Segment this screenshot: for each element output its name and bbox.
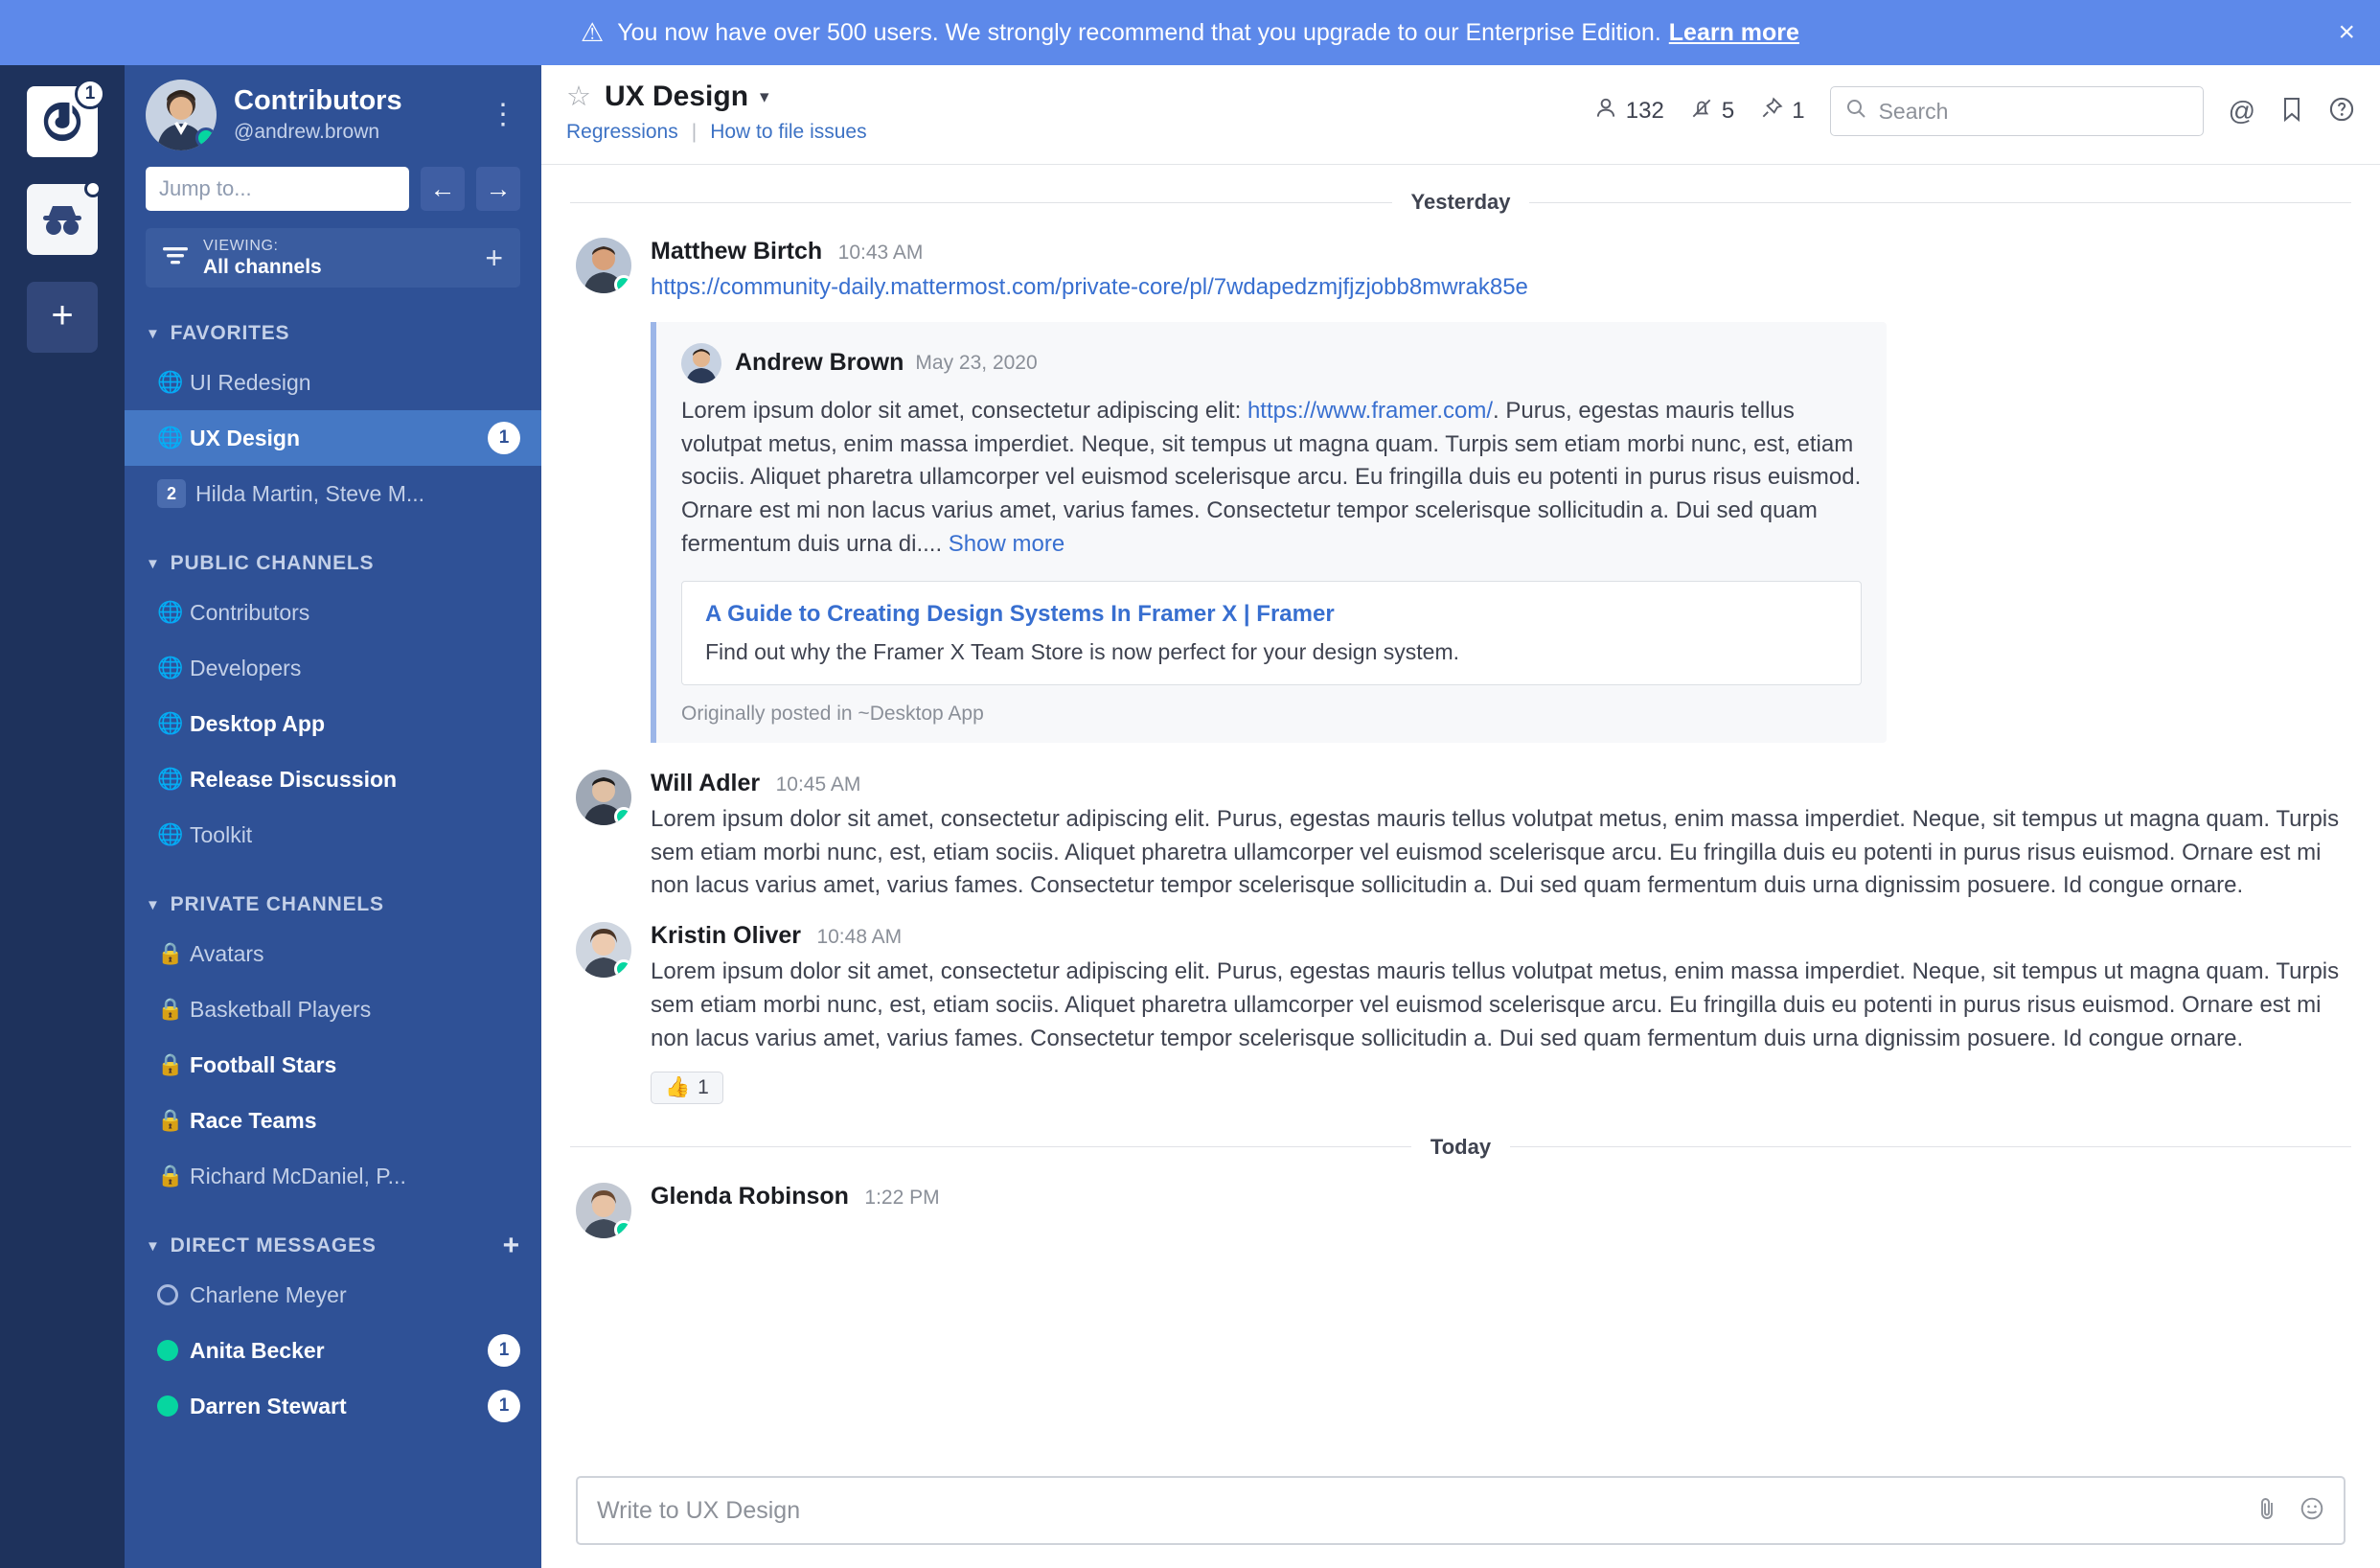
message-author[interactable]: Glenda Robinson xyxy=(651,1182,849,1210)
category-direct-messages[interactable] xyxy=(125,1225,541,1267)
message-post xyxy=(541,1169,2380,1244)
search-placeholder: Search xyxy=(1878,98,1949,124)
day-label: Today xyxy=(1430,1134,1492,1159)
framer-link[interactable]: https://www.framer.com/ xyxy=(1247,397,1494,424)
channel-label: Football Stars xyxy=(190,1051,337,1077)
chevron-down-icon: ▼ xyxy=(146,325,161,342)
channel-label: Desktop App xyxy=(190,710,325,736)
sidebar-item-anita-becker[interactable] xyxy=(125,1323,541,1378)
status-offline-icon xyxy=(157,1284,178,1305)
quoted-text-before: Lorem ipsum dolor sit amet, consectetur adipiscing elit: xyxy=(681,397,1247,424)
channel-label: Avatars xyxy=(190,940,264,966)
quoted-date: May 23, 2020 xyxy=(915,351,1038,374)
add-team-button[interactable]: + xyxy=(27,282,98,353)
status-online-icon xyxy=(195,127,217,149)
bookmark-icon[interactable] xyxy=(2280,96,2303,127)
channel-title-row[interactable] xyxy=(566,81,867,113)
search-input[interactable] xyxy=(1830,86,2204,136)
globe-icon: 🌐 xyxy=(157,711,184,735)
learn-more-link[interactable]: Learn more xyxy=(1668,18,1799,46)
channel-label: Anita Becker xyxy=(190,1337,325,1363)
sidebar-item-toolkit[interactable] xyxy=(125,807,541,863)
team-unread-dot xyxy=(84,180,102,197)
pinned-count[interactable] xyxy=(1759,96,1804,127)
quoted-origin: Originally posted in ~Desktop App xyxy=(681,702,984,725)
sidebar-item-developers[interactable] xyxy=(125,640,541,696)
reaction-badge[interactable] xyxy=(651,1072,723,1104)
team-unread-badge: 1 xyxy=(75,79,105,109)
help-icon[interactable] xyxy=(2328,96,2355,127)
filter-icon xyxy=(161,243,190,273)
channel-label: Developers xyxy=(190,655,302,680)
header-link-how-to-file-issues[interactable]: How to file issues xyxy=(710,121,867,143)
lock-icon: 🔒 xyxy=(157,1164,184,1188)
divider-line xyxy=(570,202,1392,203)
message-text: Lorem ipsum dolor sit amet, consectetur adipiscing elit. Purus, egestas mauris tellus volutpat metus, enim massa imperdiet. Neque, sit tempus ut magna quam. Turpis sem etiam morbi nunc, est, etiam sociis. Aliquet pharetra ullamcorper vel euismod scelerisque arcu. Eu fringilla duis eu potenti in purus risus euismod. Ornare est mi non lacus varius amet, varius fames. Consectetur tempor scelerisque sollicitudin a. Dui sed quam fermentum duis urna dignissim posuere. Id congue ornare. xyxy=(651,805,2340,899)
jump-to-input[interactable]: Jump to... xyxy=(146,167,409,211)
status-online-icon xyxy=(157,1395,178,1417)
add-channel-button[interactable]: + xyxy=(485,241,503,275)
sidebar-item-contributors[interactable] xyxy=(125,585,541,640)
quoted-post xyxy=(651,322,1887,743)
category-label: FAVORITES xyxy=(170,322,290,344)
sidebar-header[interactable] xyxy=(125,65,541,165)
composer-placeholder: Write to UX Design xyxy=(597,1496,801,1524)
channel-label: Richard McDaniel, P... xyxy=(190,1163,406,1188)
bell-muted-icon xyxy=(1689,96,1714,127)
show-more-button[interactable]: Show more xyxy=(948,530,1065,557)
channel-filter[interactable] xyxy=(146,228,520,288)
spacer xyxy=(125,521,541,542)
message-time: 1:22 PM xyxy=(864,1186,940,1209)
divider-line xyxy=(570,1146,1411,1147)
channel-label: Basketball Players xyxy=(190,996,372,1022)
chevron-down-icon: ▼ xyxy=(146,896,161,913)
channel-header-links xyxy=(566,121,867,144)
channel-list xyxy=(125,312,541,1568)
sidebar-item-darren-stewart[interactable] xyxy=(125,1378,541,1434)
divider-line xyxy=(1510,1146,2351,1147)
channel-header-right xyxy=(1593,81,2355,136)
message-text: Lorem ipsum dolor sit amet, consectetur adipiscing elit. Purus, egestas mauris tellus volutpat metus, enim massa imperdiet. Neque, sit tempus ut magna quam. Turpis sem etiam morbi nunc, est, etiam sociis. Aliquet pharetra ullamcorper vel euismod scelerisque arcu. Eu fringilla duis eu potenti in purus risus euismod. Ornare est mi non lacus varius amet, varius fames. Consectetur tempor scelerisque sollicitudin a. Dui sed quam fermentum duis urna dignissim posuere. Id congue ornare. xyxy=(651,958,2340,1051)
status-online-icon xyxy=(614,959,631,978)
day-label: Yesterday xyxy=(1410,190,1511,214)
channel-label: Release Discussion xyxy=(190,766,398,792)
sidebar-team-block xyxy=(234,86,402,144)
sidebar-item-ui-redesign[interactable] xyxy=(125,355,541,410)
at-icon[interactable]: @ xyxy=(2228,96,2255,126)
message-text xyxy=(651,271,2346,305)
sidebar-item-desktop-app[interactable] xyxy=(125,696,541,751)
warning-icon: ⚠ xyxy=(581,17,605,47)
category-label: PUBLIC CHANNELS xyxy=(170,552,375,574)
message-meta xyxy=(651,1183,2346,1211)
add-direct-message-button[interactable]: + xyxy=(502,1230,520,1261)
avatar[interactable] xyxy=(576,238,631,293)
chevron-down-icon: ▼ xyxy=(146,555,161,572)
mattermost-logo-icon xyxy=(40,100,84,144)
avatar[interactable] xyxy=(576,1183,631,1238)
channel-label: Hilda Martin, Steve M... xyxy=(195,480,425,506)
channel-view xyxy=(541,65,2380,1568)
viewing-label: VIEWING: xyxy=(203,237,279,254)
sidebar-item-football-stars[interactable] xyxy=(125,1037,541,1093)
thumbs-up-icon: 👍 xyxy=(665,1075,691,1098)
globe-icon: 🌐 xyxy=(157,822,184,846)
category-private-channels[interactable] xyxy=(125,884,541,926)
status-online-icon xyxy=(614,807,631,825)
message-composer xyxy=(541,1461,2380,1568)
chevron-down-icon: ▼ xyxy=(146,1237,161,1255)
sidebar-item-group-hilda-steve[interactable] xyxy=(125,466,541,521)
status-online-icon xyxy=(157,1340,178,1361)
star-icon[interactable]: ☆ xyxy=(566,81,591,112)
sidebar-menu-icon[interactable]: ⋮ xyxy=(489,99,518,130)
channel-label: UX Design xyxy=(190,425,301,450)
sidebar-item-release-discussion[interactable] xyxy=(125,751,541,807)
members-count[interactable] xyxy=(1593,96,1664,127)
channel-label: Race Teams xyxy=(190,1107,317,1133)
user-handle: @andrew.brown xyxy=(234,120,380,143)
message-time: 10:43 AM xyxy=(837,242,924,264)
channel-label: Contributors xyxy=(190,599,310,625)
message-meta xyxy=(651,922,2346,950)
day-divider-yesterday xyxy=(570,190,2351,215)
avatar xyxy=(681,343,721,383)
unread-badge: 1 xyxy=(488,1334,520,1367)
message-meta xyxy=(651,238,2346,265)
link-preview-card[interactable] xyxy=(681,581,1862,685)
emoji-icon[interactable] xyxy=(2300,1496,2324,1526)
sidebar-item-richard-mcdaniel[interactable] xyxy=(125,1148,541,1204)
chevron-down-icon[interactable]: ▾ xyxy=(760,86,769,107)
pin-icon xyxy=(1759,96,1784,127)
spacer xyxy=(125,863,541,884)
members-icon xyxy=(1593,96,1618,127)
message-body xyxy=(651,770,2346,903)
message-post xyxy=(541,909,2380,1109)
spacer xyxy=(125,1204,541,1225)
channel-header xyxy=(541,65,2380,165)
team-button-mattermost[interactable] xyxy=(27,83,98,157)
message-post xyxy=(541,224,2380,756)
unread-badge: 1 xyxy=(488,1390,520,1422)
globe-icon: 🌐 xyxy=(157,426,184,450)
category-favorites[interactable] xyxy=(125,312,541,355)
message-post xyxy=(541,756,2380,909)
message-meta xyxy=(651,770,2346,797)
category-label: DIRECT MESSAGES xyxy=(170,1234,377,1257)
message-author[interactable]: Matthew Birtch xyxy=(651,238,823,265)
app-body xyxy=(0,65,2380,1568)
quoted-post-header xyxy=(681,343,1862,383)
muted-count-value: 5 xyxy=(1721,98,1735,124)
globe-icon: 🌐 xyxy=(157,370,184,394)
message-list[interactable] xyxy=(541,165,2380,1461)
link-separator: | xyxy=(691,121,698,143)
pinned-count-value: 1 xyxy=(1792,98,1805,124)
muted-count[interactable] xyxy=(1689,96,1734,127)
category-public-channels[interactable] xyxy=(125,542,541,585)
globe-icon: 🌐 xyxy=(157,600,184,624)
sidebar-item-ux-design[interactable] xyxy=(125,410,541,466)
channel-sidebar xyxy=(125,65,541,1568)
lock-icon: 🔒 xyxy=(157,941,184,965)
message-body xyxy=(651,922,2346,1103)
message-author[interactable]: Will Adler xyxy=(651,769,761,796)
message-body xyxy=(651,238,2346,750)
announcement-text: You now have over 500 users. We strongly recommend that you upgrade to our Enterprise Edition. xyxy=(617,18,1661,46)
team-name: Contributors xyxy=(234,85,402,117)
link-preview-description: Find out why the Framer X Team Store is now perfect for your design system. xyxy=(705,638,1460,664)
team-button-incognito[interactable] xyxy=(27,184,98,255)
composer-input[interactable] xyxy=(576,1476,2346,1545)
nav-forward-button[interactable]: → xyxy=(476,167,520,211)
channel-header-left xyxy=(566,81,867,144)
channel-label: Toolkit xyxy=(190,821,253,847)
sidebar-jump-row xyxy=(125,167,541,211)
message-author[interactable]: Kristin Oliver xyxy=(651,922,801,950)
avatar[interactable] xyxy=(576,922,631,978)
team-sidebar xyxy=(0,65,125,1568)
quoted-author: Andrew Brown xyxy=(735,349,904,377)
message-time: 10:48 AM xyxy=(816,926,903,949)
members-count-value: 132 xyxy=(1625,98,1664,124)
avatar[interactable] xyxy=(576,770,631,825)
divider-line xyxy=(1529,202,2351,203)
viewing-text-block xyxy=(203,238,322,279)
permalink-link[interactable]: https://community-daily.mattermost.com/private-core/pl/7wdapedzmjfjzjobb8mwrak85e xyxy=(651,274,1528,300)
header-link-regressions[interactable]: Regressions xyxy=(566,121,678,143)
lock-icon: 🔒 xyxy=(157,1108,184,1132)
quoted-text-after: . Purus, egestas mauris tellus volutpat metus, enim massa imperdiet. Neque, sit tempus ut magna quam. Turpis sem etiam morbi nunc, est, etiam sociis. Aliquet pharetra ullamcorper vel euismod scelerisque arcu. Eu fringilla duis eu potenti in purus risus euismod. Ornare est mi non lacus varius amet, varius fames. Consectetur tempor scelerisque sollicitudin a. Dui sed quam fermentum duis urna di.... xyxy=(681,397,1862,557)
lock-icon: 🔒 xyxy=(157,997,184,1021)
reaction-count: 1 xyxy=(698,1075,709,1098)
channel-label: Charlene Meyer xyxy=(190,1281,347,1307)
nav-back-button[interactable]: ← xyxy=(421,167,465,211)
search-icon xyxy=(1844,97,1867,126)
group-icon: 2 xyxy=(157,479,186,508)
channel-label: Darren Stewart xyxy=(190,1393,347,1418)
announcement-bar xyxy=(0,0,2380,65)
globe-icon: 🌐 xyxy=(157,656,184,680)
channel-label: UI Redesign xyxy=(190,369,311,395)
sidebar-item-avatars[interactable] xyxy=(125,926,541,981)
paperclip-icon[interactable] xyxy=(2255,1496,2278,1526)
sidebar-item-charlene-meyer[interactable] xyxy=(125,1267,541,1323)
day-divider-today xyxy=(570,1135,2351,1160)
message-time: 10:45 AM xyxy=(775,772,861,796)
avatar-image xyxy=(681,343,721,383)
quoted-text xyxy=(681,395,1862,562)
avatar xyxy=(146,80,217,150)
category-label: PRIVATE CHANNELS xyxy=(170,893,384,915)
close-icon[interactable]: × xyxy=(2338,16,2355,48)
page-title: UX Design xyxy=(605,81,749,112)
status-online-icon xyxy=(614,1220,631,1238)
sidebar-item-basketball-players[interactable] xyxy=(125,981,541,1037)
incognito-icon xyxy=(39,200,85,239)
message-body xyxy=(651,1183,2346,1238)
globe-icon: 🌐 xyxy=(157,767,184,791)
unread-badge: 1 xyxy=(488,422,520,454)
sidebar-item-race-teams[interactable] xyxy=(125,1093,541,1148)
viewing-value: All channels xyxy=(203,255,322,278)
lock-icon: 🔒 xyxy=(157,1052,184,1076)
link-preview-title[interactable]: A Guide to Creating Design Systems In Framer X | Framer xyxy=(705,600,1335,627)
status-online-icon xyxy=(614,275,631,293)
